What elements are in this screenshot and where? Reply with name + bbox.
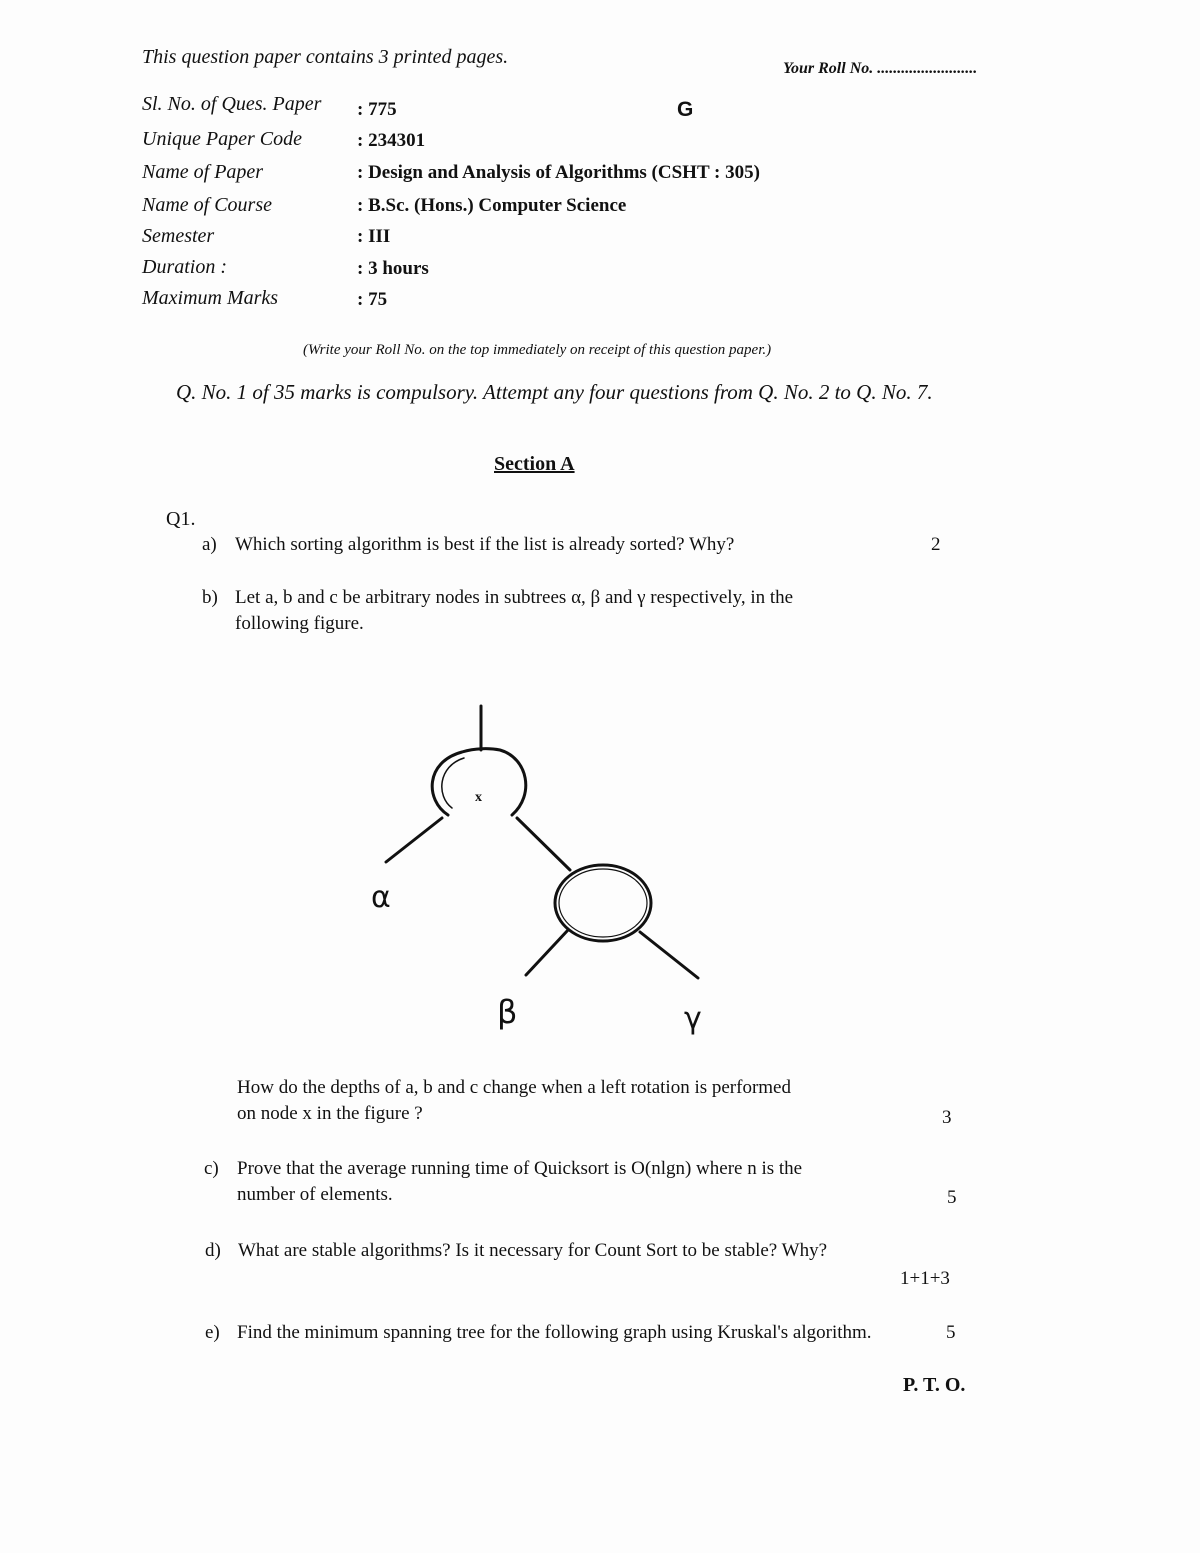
beta-label: β: [497, 993, 518, 1031]
part-label: a): [202, 534, 217, 555]
meta-label: Name of Paper: [142, 161, 264, 183]
attempt-instruction: Q. No. 1 of 35 marks is compulsory. Attempt any four questions from Q. No. 2 to Q. No. 7.: [176, 380, 933, 404]
meta-label: Duration :: [142, 256, 227, 278]
part-e-text: Find the minimum spanning tree for the following graph using Kruskal's algorithm.: [237, 1322, 872, 1343]
part-d-marks: 1+1+3: [900, 1268, 950, 1289]
node-x-label: x: [475, 790, 482, 805]
pto-label: P. T. O.: [903, 1374, 966, 1396]
part-c-text-line1: Prove that the average running time of Quicksort is O(nlgn) where n is the: [237, 1158, 803, 1179]
question-number: Q1.: [166, 508, 196, 530]
part-e-marks: 5: [946, 1322, 956, 1343]
part-b-text-line2: following figure.: [235, 613, 364, 634]
part-a-text: Which sorting algorithm is best if the list is already sorted? Why?: [235, 534, 735, 555]
meta-value: : 75: [357, 289, 388, 310]
meta-label: Name of Course: [142, 194, 272, 216]
meta-label: Unique Paper Code: [142, 128, 302, 150]
pages-note: This question paper contains 3 printed pages.: [142, 46, 509, 68]
node-child-circle-inner: [559, 869, 647, 937]
meta-value: : 234301: [357, 130, 426, 151]
part-label: b): [202, 587, 218, 608]
part-b-followup-line1: How do the depths of a, b and c change when a left rotation is performed: [237, 1077, 791, 1098]
edge-child-beta: [526, 930, 568, 975]
meta-label: Maximum Marks: [142, 287, 279, 309]
edge-child-gamma: [640, 932, 698, 978]
part-b-marks: 3: [942, 1107, 952, 1128]
part-b-text-line1: Let a, b and c be arbitrary nodes in subtrees α, β and γ respectively, in the: [235, 587, 794, 608]
meta-value: : 775: [357, 99, 397, 120]
roll-no-label: Your Roll No. .........................: [783, 60, 978, 77]
part-label: c): [204, 1158, 219, 1179]
part-b-followup-line2: on node x in the figure ?: [237, 1103, 423, 1124]
node-x-circle: [432, 749, 526, 815]
meta-value: : Design and Analysis of Algorithms (CSHT : 305): [357, 162, 760, 183]
part-c-marks: 5: [947, 1187, 957, 1208]
node-x-circle-inner: [442, 758, 464, 808]
part-a-marks: 2: [931, 534, 941, 555]
edge-x-child: [517, 818, 570, 870]
alpha-label: α: [371, 880, 391, 915]
meta-label: Semester: [142, 225, 215, 247]
meta-label: Sl. No. of Ques. Paper: [142, 93, 322, 115]
part-label: d): [205, 1240, 221, 1261]
section-title: Section A: [494, 453, 575, 475]
meta-value: : 3 hours: [357, 258, 429, 279]
gamma-label: γ: [684, 1001, 702, 1036]
edge-x-alpha: [386, 818, 442, 862]
part-d-text: What are stable algorithms? Is it necessary for Count Sort to be stable? Why?: [238, 1240, 827, 1261]
meta-value: : III: [357, 226, 391, 247]
set-code: G: [677, 98, 694, 121]
roll-instruction: (Write your Roll No. on the top immediately on receipt of this question paper.): [303, 342, 772, 358]
part-c-text-line2: number of elements.: [237, 1184, 393, 1205]
part-label: e): [205, 1322, 220, 1343]
meta-value: : B.Sc. (Hons.) Computer Science: [357, 195, 627, 216]
